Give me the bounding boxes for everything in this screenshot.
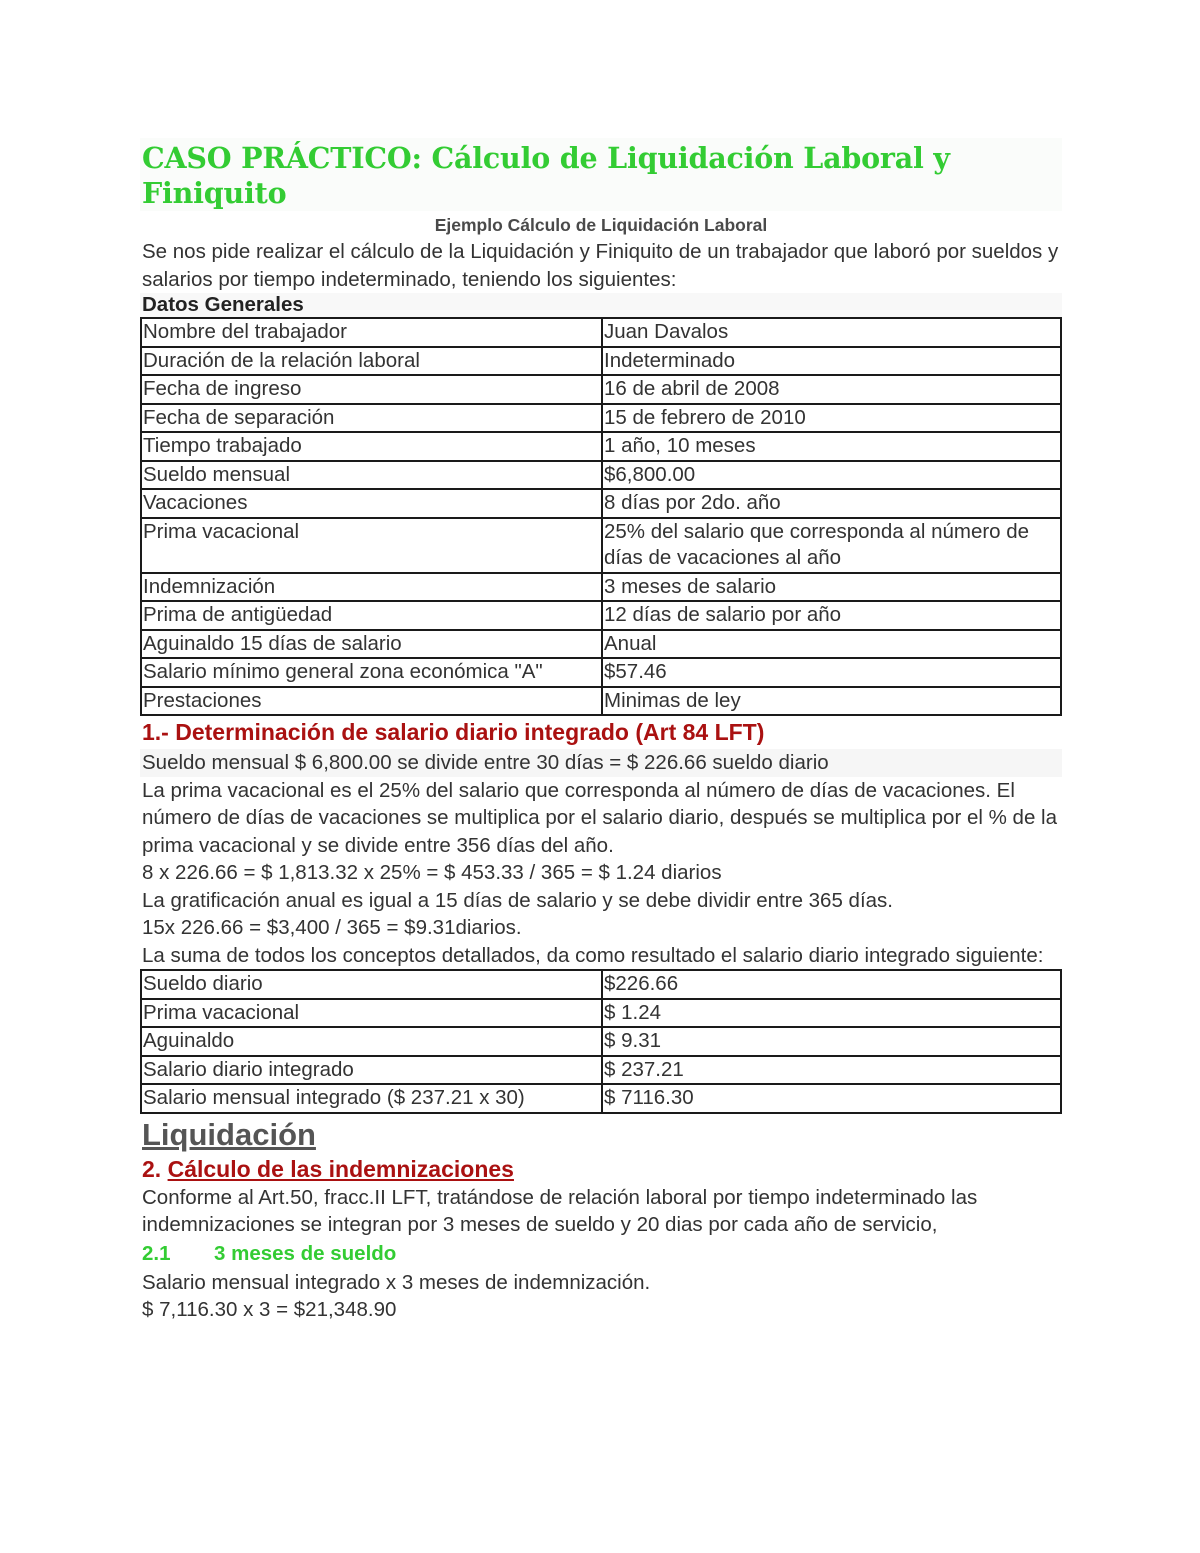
row-value: Indeterminado [602, 347, 1061, 376]
row-value: 15 de febrero de 2010 [602, 404, 1061, 433]
row-value: $ 1.24 [602, 999, 1061, 1028]
table-row [141, 404, 1061, 433]
section-1-paragraph-4: La gratificación anual es igual a 15 días de salario y se debe dividir entre 365 días. [142, 888, 894, 912]
row-label: Duración de la relación laboral [141, 347, 602, 376]
table-row [141, 347, 1061, 376]
table-row [141, 687, 1061, 716]
document-page [140, 138, 1062, 1324]
row-label: Prestaciones [141, 687, 602, 716]
section-2-1-paragraph-1: Salario mensual integrado x 3 meses de indemnización. [142, 1270, 651, 1294]
row-label: Nombre del trabajador [141, 318, 602, 347]
table-row [141, 970, 1061, 999]
section-1-paragraph-6: La suma de todos los conceptos detallados, da como resultado el salario diario integrado siguiente: [142, 943, 1044, 967]
datos-generales-heading: Datos Generales [140, 293, 1062, 317]
document-title: CASO PRÁCTICO: Cálculo de Liquidación Laboral y Finiquito [140, 138, 1062, 211]
section-2-paragraph: Conforme al Art.50, fracc.II LFT, tratándose de relación laboral por tiempo indeterminado las indemnizaciones se integran por 3 meses de sueldo y 20 dias por cada año de servicio, [142, 1185, 978, 1236]
table-row [141, 1084, 1061, 1113]
section-2-1-number: 2.1 [142, 1241, 171, 1265]
row-value: $6,800.00 [602, 461, 1061, 490]
row-label: Tiempo trabajado [141, 432, 602, 461]
row-label: Salario diario integrado [141, 1056, 602, 1085]
row-label: Prima vacacional [141, 999, 602, 1028]
table-row [141, 601, 1061, 630]
row-label: Salario mensual integrado ($ 237.21 x 30) [141, 1084, 602, 1113]
table-row [141, 461, 1061, 490]
row-value: Anual [602, 630, 1061, 659]
row-value: 1 año, 10 meses [602, 432, 1061, 461]
row-label: Sueldo diario [141, 970, 602, 999]
section-1-heading: 1.- Determinación de salario diario integrado (Art 84 LFT) [142, 719, 765, 745]
row-label: Aguinaldo 15 días de salario [141, 630, 602, 659]
section-2-1-title: 3 meses de sueldo [214, 1241, 397, 1265]
row-label: Sueldo mensual [141, 461, 602, 490]
table-row [141, 432, 1061, 461]
row-value: 25% del salario que corresponda al número de días de vacaciones al año [602, 518, 1061, 573]
section-1-paragraph-2: La prima vacacional es el 25% del salario que corresponda al número de días de vacaciones. El número de días de vacaciones se multiplica por el salario diario, después se multiplica por el % de la prima vacacional y se divide entre 356 días del año. [142, 778, 1058, 857]
row-label: Prima de antigüedad [141, 601, 602, 630]
row-label: Prima vacacional [141, 518, 602, 573]
row-value: $226.66 [602, 970, 1061, 999]
section-1-paragraph-5: 15x 226.66 = $3,400 / 365 = $9.31diarios. [142, 916, 522, 939]
row-value: 3 meses de salario [602, 573, 1061, 602]
table-row [141, 318, 1061, 347]
liquidacion-heading: Liquidación [142, 1116, 316, 1152]
table-row [141, 630, 1061, 659]
section-1-paragraph-1: Sueldo mensual $ 6,800.00 se divide entre 30 días = $ 226.66 sueldo diario [140, 749, 1062, 777]
row-value: $ 9.31 [602, 1027, 1061, 1056]
row-value: $ 237.21 [602, 1056, 1061, 1085]
table-row [141, 1056, 1061, 1085]
row-label: Fecha de ingreso [141, 375, 602, 404]
section-2-heading [140, 1154, 1062, 1184]
row-label: Aguinaldo [141, 1027, 602, 1056]
table-row [141, 658, 1061, 687]
section-2-1-paragraph-2: $ 7,116.30 x 3 = $21,348.90 [142, 1298, 397, 1321]
row-label: Fecha de separación [141, 404, 602, 433]
document-subtitle: Ejemplo Cálculo de Liquidación Laboral [434, 215, 768, 235]
section-2-1-heading [140, 1239, 1062, 1269]
row-value: 12 días de salario por año [602, 601, 1061, 630]
table-row [141, 375, 1061, 404]
row-label: Vacaciones [141, 489, 602, 518]
row-value: 16 de abril de 2008 [602, 375, 1061, 404]
row-label: Salario mínimo general zona económica "A" [141, 658, 602, 687]
salario-integrado-table [140, 969, 1062, 1114]
row-label: Indemnización [141, 573, 602, 602]
section-1-paragraph-3: 8 x 226.66 = $ 1,813.32 x 25% = $ 453.33 / 365 = $ 1.24 diarios [142, 861, 722, 884]
row-value: Juan Davalos [602, 318, 1061, 347]
table-row [141, 1027, 1061, 1056]
row-value: $ 7116.30 [602, 1084, 1061, 1113]
datos-generales-table [140, 317, 1062, 716]
table-row [141, 999, 1061, 1028]
intro-paragraph: Se nos pide realizar el cálculo de la Liquidación y Finiquito de un trabajador que laboró por sueldos y salarios por tiempo indeterminado, teniendo los siguientes: [142, 240, 1059, 291]
table-row [141, 573, 1061, 602]
row-value: Minimas de ley [602, 687, 1061, 716]
table-row [141, 489, 1061, 518]
section-2-title: Cálculo de las indemnizaciones [167, 1155, 514, 1182]
row-value: 8 días por 2do. año [602, 489, 1061, 518]
row-value: $57.46 [602, 658, 1061, 687]
section-2-number: 2. [142, 1155, 162, 1182]
table-row [141, 518, 1061, 573]
